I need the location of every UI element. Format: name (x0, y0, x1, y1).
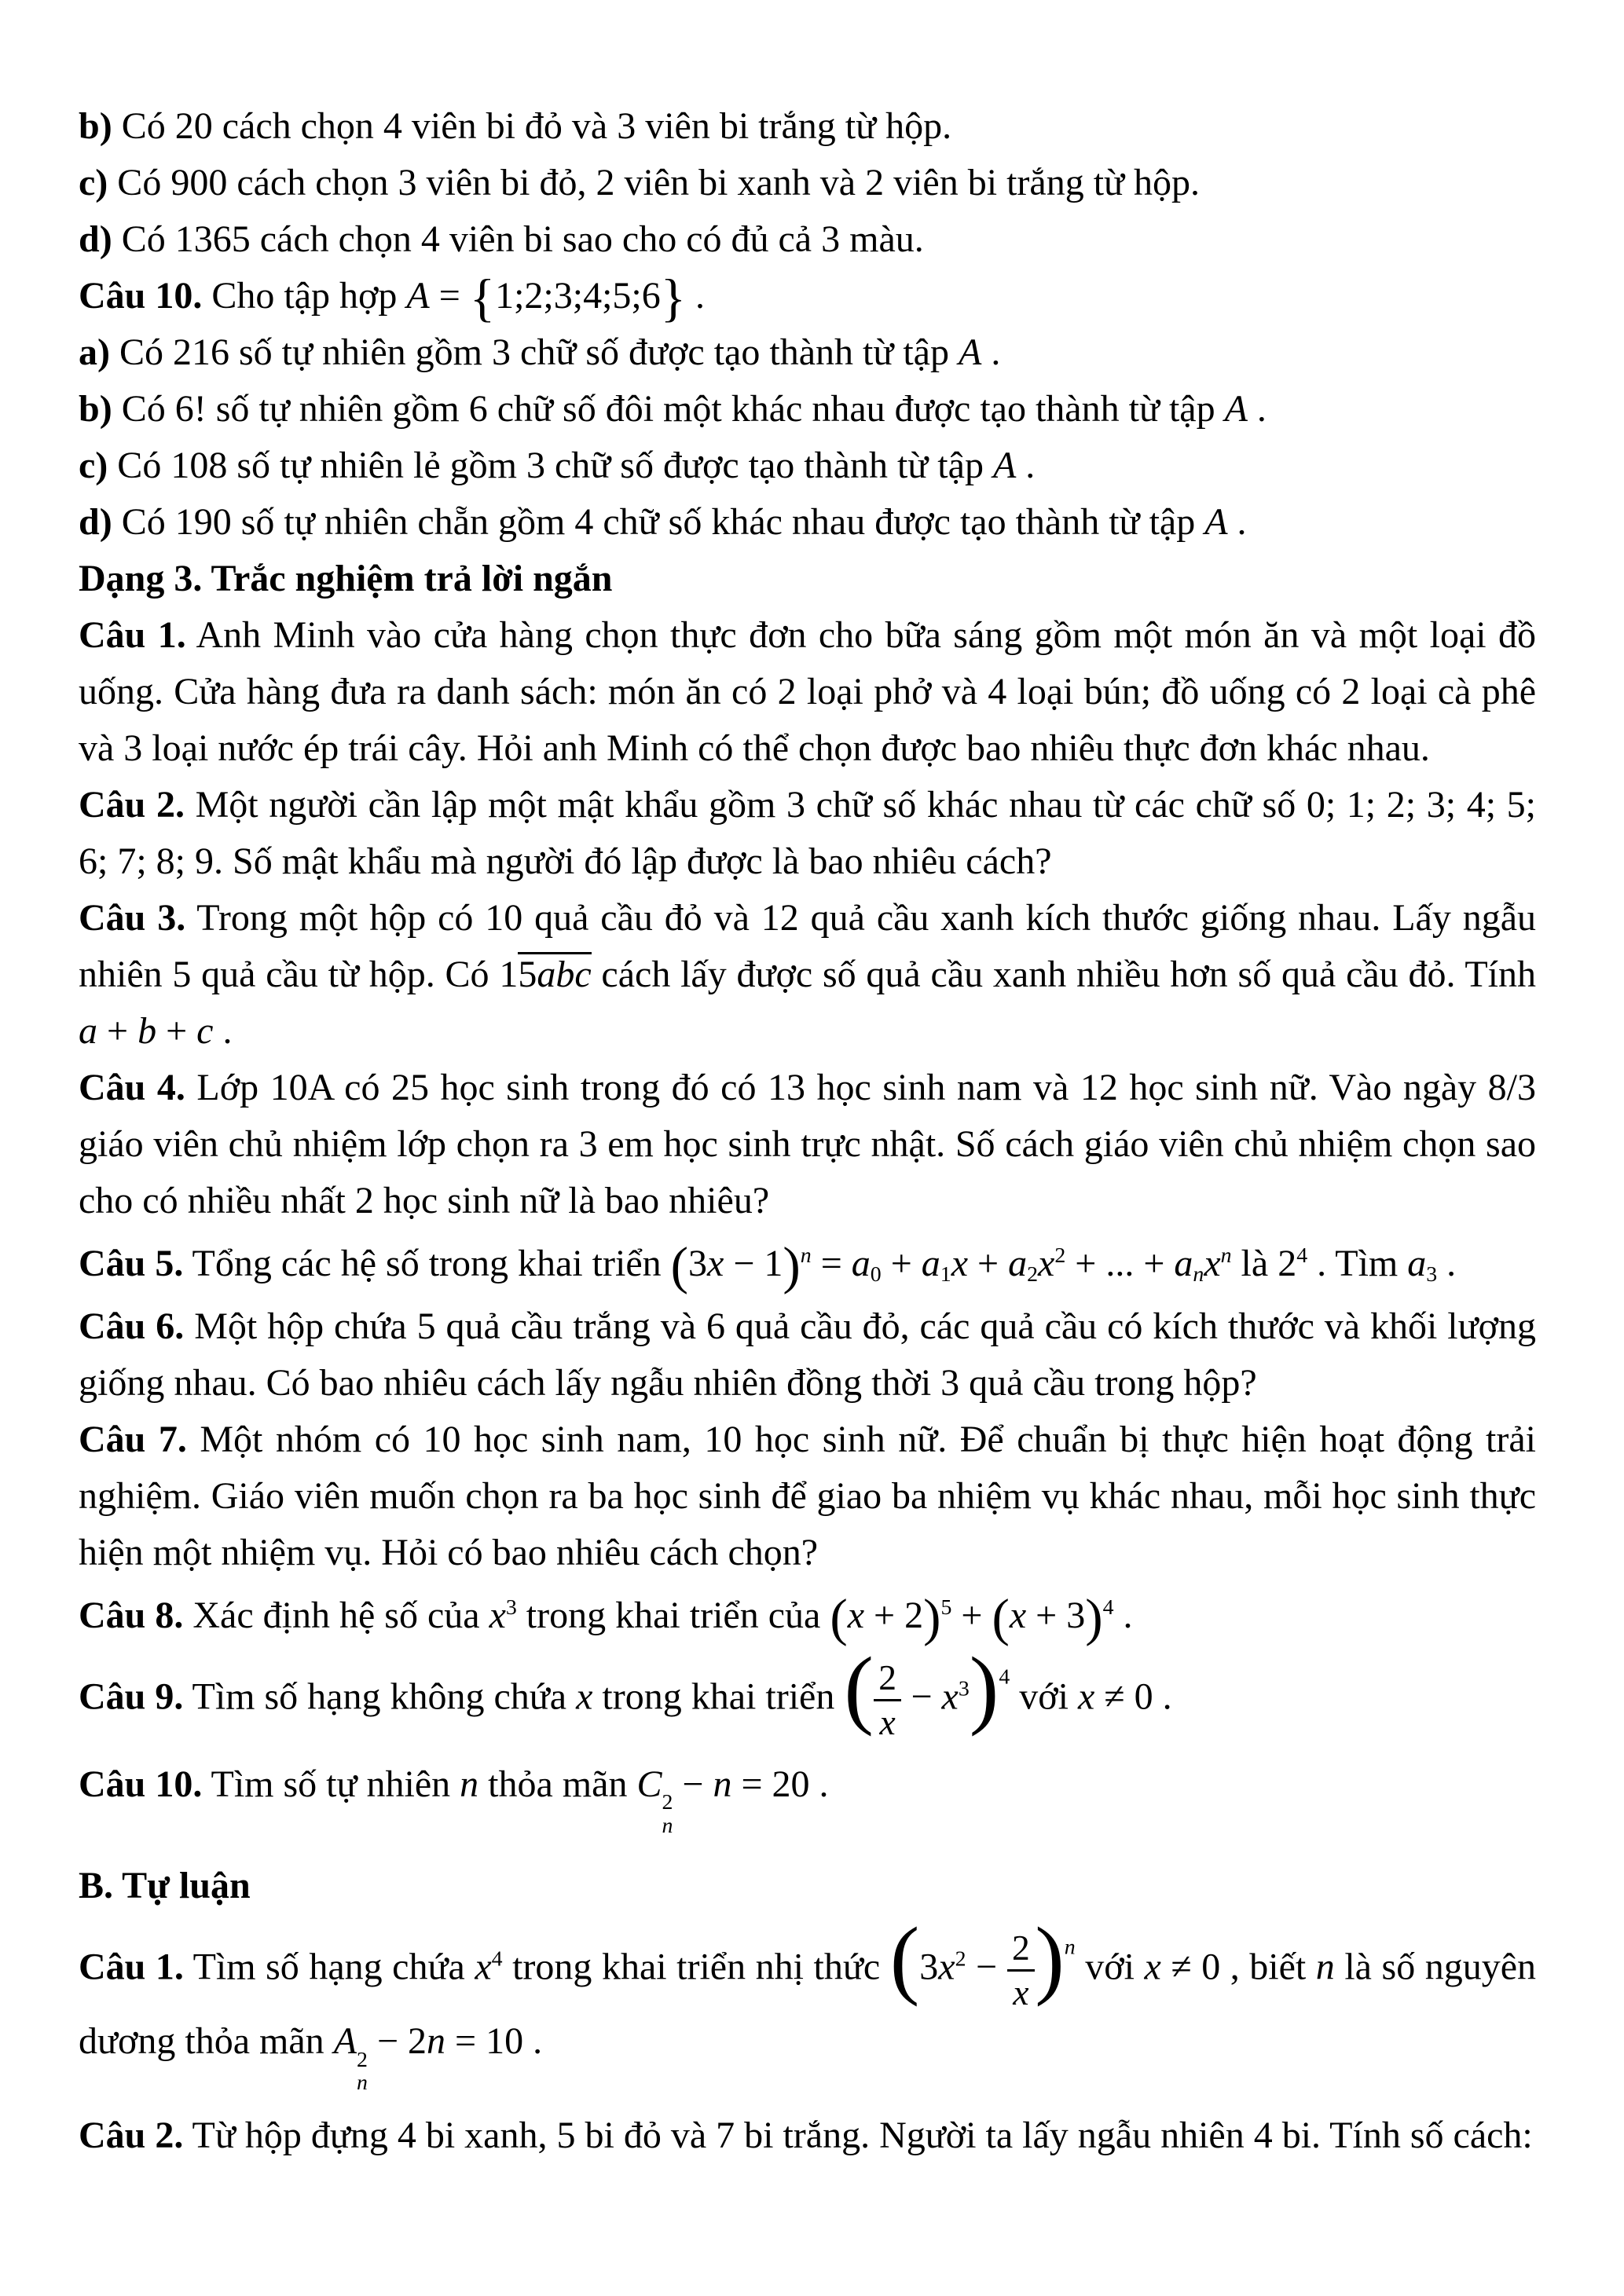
stacked-sub-sup (662, 1791, 673, 1836)
math-variable: A (1204, 501, 1228, 543)
text-run: 2 (1012, 1927, 1030, 1968)
text-run: Có 6! số tự nhiên gồm 6 chữ số đôi một khác nhau được tạo thành từ tập (112, 388, 1225, 430)
text-run: = (811, 1243, 852, 1284)
text-run: Tìm số hạng chứa (183, 1946, 475, 1988)
text-run: Một nhóm có 10 học sinh nam, 10 học sinh nữ. Để chuẩn bị thực hiện hoạt động trải nghiệm. Giáo viên muốn chọn ra ba học sinh để giao ba nhiệm vụ khác nhau, mỗi học sinh thực hiện một nhiệm vụ. Hỏi có bao nhiêu cách chọn? (79, 1419, 1537, 1573)
text-run: . Tìm (1307, 1243, 1408, 1284)
tn-cau-7 (79, 1412, 1536, 1581)
text-run: . (1113, 1595, 1133, 1636)
tl-cau-2 (79, 2107, 1536, 2164)
math-variable: n (800, 1243, 812, 1268)
parenthesis: ( (844, 1639, 874, 1738)
tn-cau-3 (79, 890, 1536, 1060)
math-variable: A (958, 331, 982, 373)
bold-run: Câu 1. (79, 1946, 184, 1988)
superscript (506, 1595, 517, 1620)
bold-run: Câu 9. (79, 1675, 184, 1718)
bold-run: Câu 5. (79, 1243, 184, 1284)
text-run: Tìm số tự nhiên (202, 1763, 460, 1805)
text-run: 5 (518, 954, 537, 995)
text-run: = (429, 275, 470, 317)
text-run: + (968, 1243, 1009, 1284)
text-run: 3 (1426, 1262, 1438, 1287)
text-run: + (97, 1010, 138, 1052)
superscript (492, 1946, 503, 1971)
bold-run: c) (79, 445, 108, 486)
bold-run: Câu 1. (79, 614, 186, 656)
tn-cau-8 (79, 1587, 1536, 1647)
text-run: 3 (958, 1676, 970, 1701)
bold-run: d) (79, 501, 112, 543)
text-run: + 3 (1026, 1595, 1086, 1636)
superscript (1103, 1595, 1114, 1620)
parenthesis: ( (889, 1909, 920, 2008)
cau-10-a (79, 324, 1536, 381)
math-variable: n (662, 1813, 673, 1838)
parenthesis: } (660, 268, 686, 328)
bold-run: Câu 8. (79, 1595, 184, 1636)
math-variable: x (576, 1675, 593, 1718)
math-variable: n (357, 2071, 368, 2096)
bold-run: b) (79, 388, 112, 430)
text-run: . (686, 275, 705, 317)
text-run: Có 190 số tự nhiên chẵn gồm 4 chữ số khác nhau được tạo thành từ tập (112, 501, 1205, 543)
math-variable: x (475, 1946, 492, 1988)
text-run: 2 (878, 1657, 897, 1697)
bold-run: Câu 7. (79, 1419, 187, 1460)
text-run: − (966, 1946, 1007, 1988)
tn-cau-10 (79, 1756, 1536, 1837)
math-variable: A (992, 445, 1017, 486)
math-variable: x (1013, 1972, 1029, 2012)
bold-run: Câu 6. (79, 1305, 185, 1347)
parenthesis: ) (923, 1587, 941, 1647)
subscript (1193, 1262, 1204, 1287)
text-run: 2 (662, 1790, 673, 1815)
bold-run: Dạng 3. Trắc nghiệm trả lời ngắn (79, 558, 613, 599)
parenthesis: { (469, 268, 496, 328)
overline-group (518, 952, 591, 995)
subscript (871, 1262, 882, 1287)
fraction-denominator (874, 1701, 900, 1744)
tn-cau-1 (79, 607, 1536, 777)
text-run: Từ hộp đựng 4 bi xanh, 5 bi đỏ và 7 bi trắng. Người ta lấy ngẫu nhiên 4 bi. Tính số cách: (183, 2114, 1533, 2156)
text-run: 4 (1102, 1595, 1114, 1620)
math-variable: n (427, 2020, 446, 2063)
text-run: cách lấy được số quả cầu xanh nhiều hơn số quả cầu đỏ. Tính (591, 954, 1537, 995)
text-run: . (1227, 501, 1247, 543)
math-variable: n (1220, 1243, 1232, 1268)
text-run: . (1247, 388, 1267, 430)
superscript (1296, 1243, 1307, 1268)
bold-run: Câu 2. (79, 2114, 184, 2156)
text-run: thỏa mãn (478, 1763, 637, 1805)
document-body (79, 98, 1536, 2164)
stack-sup (662, 1791, 673, 1814)
text-run: Xác định hệ số của (183, 1595, 489, 1636)
stacked-sub-sup (357, 2049, 368, 2094)
text-run: + 2 (864, 1595, 924, 1636)
text-run: = 10 . (445, 2020, 543, 2063)
text-run: 1;2;3;4;5;6 (495, 275, 661, 317)
math-variable: x (1077, 1675, 1095, 1718)
text-run: trong khai triển (592, 1675, 845, 1718)
bold-run: Câu 10. (79, 1763, 203, 1805)
fraction-denominator (1008, 1972, 1034, 2014)
text-run: Tìm số hạng không chứa (183, 1675, 577, 1718)
math-variable: a (1407, 1243, 1427, 1284)
text-run: 2 (1054, 1243, 1066, 1268)
parenthesis: ) (783, 1236, 801, 1295)
text-run: Có 20 cách chọn 4 viên bi đỏ và 3 viên bi trắng từ hộp. (112, 105, 952, 147)
text-run: là số nguyên dương thỏa mãn (79, 1946, 1537, 2063)
subscript (940, 1262, 951, 1287)
tu-luan-heading (79, 1858, 1536, 1914)
math-variable: a (1008, 1243, 1028, 1284)
parenthesis: ( (670, 1236, 689, 1295)
math-variable: b (137, 1010, 157, 1052)
text-run: Trong một hộp có 10 quả cầu đỏ và 12 quả cầu xanh kích thước giống nhau. Lấy ngẫu nhiên 5 quả cầu từ hộp. Có 1 (79, 897, 1537, 995)
superscript (955, 1946, 966, 1971)
math-variable: a (851, 1243, 871, 1284)
text-run: = 20 . (731, 1763, 829, 1805)
bold-run: Câu 10. (79, 275, 203, 317)
math-variable: a (921, 1243, 940, 1284)
item-b (79, 98, 1536, 155)
bold-run: Câu 2. (79, 784, 185, 826)
tn-cau-6 (79, 1298, 1536, 1412)
text-run: . (1016, 445, 1036, 486)
parenthesis: ( (992, 1587, 1010, 1647)
text-run: 5 (940, 1595, 952, 1620)
dang-3-heading (79, 551, 1536, 607)
parenthesis: ) (1085, 1587, 1103, 1647)
superscript (959, 1676, 970, 1701)
fraction (1007, 1927, 1036, 2014)
text-run: 4 (491, 1946, 503, 1972)
stack-sub (357, 2071, 368, 2094)
text-run: − (901, 1675, 942, 1718)
parenthesis: ) (1035, 1909, 1065, 2008)
text-run: 2 (1027, 1262, 1039, 1287)
text-run: 3 (919, 1946, 939, 1988)
paren-exponent (1065, 1935, 1076, 1959)
text-run: 4 (999, 1664, 1010, 1690)
bold-run: c) (79, 162, 108, 203)
cau-10-b (79, 381, 1536, 438)
subscript (1426, 1262, 1437, 1287)
tl-cau-1 (79, 1909, 1537, 2096)
math-variable: A (406, 275, 430, 317)
text-run: . (213, 1010, 233, 1052)
bold-run: Câu 3. (79, 897, 186, 939)
text-run: là 2 (1231, 1243, 1297, 1284)
math-variable: x (938, 1946, 955, 1988)
text-run: Có 1365 cách chọn 4 viên bi sao cho có đủ cả 3 màu. (112, 218, 924, 260)
text-run: 2 (357, 2048, 368, 2073)
math-variable: C (636, 1763, 662, 1805)
text-run: ≠ 0 , biết (1160, 1946, 1316, 1988)
text-run: 3 (688, 1243, 708, 1284)
superscript (1054, 1243, 1065, 1268)
parenthesis: ) (969, 1639, 999, 1738)
text-run: với (1010, 1675, 1078, 1718)
tn-cau-5 (79, 1236, 1536, 1295)
text-run: + (951, 1595, 992, 1636)
text-run: 3 (505, 1595, 517, 1620)
math-variable: x (1038, 1243, 1055, 1284)
tn-cau-2 (79, 777, 1536, 890)
text-run: Có 108 số tự nhiên lẻ gồm 3 chữ số được tạo thành từ tập (108, 445, 993, 486)
math-variable: a (1174, 1243, 1193, 1284)
math-variable: n (1064, 1935, 1076, 1960)
text-run: Một người cần lập một mật khẩu gồm 3 chữ số khác nhau từ các chữ số 0; 1; 2; 3; 4; 5; 6; 7; 8; 9. Số mật khẩu mà người đó lập được là bao nhiêu cách? (79, 784, 1537, 882)
text-run: Một hộp chứa 5 quả cầu trắng và 6 quả cầu đỏ, các quả cầu có kích thước và khối lượng giống nhau. Có bao nhiêu cách lấy ngẫu nhiên đồng thời 3 quả cầu trong hộp? (79, 1305, 1537, 1404)
math-variable: x (707, 1243, 724, 1284)
text-run: Lớp 10A có 25 học sinh trong đó có 13 học sinh nam và 12 học sinh nữ. Vào ngày 8/3 giáo viên chủ nhiệm lớp chọn ra 3 em học sinh trực nhật. Số cách giáo viên chủ nhiệm chọn sao cho có nhiều nhất 2 học sinh nữ là bao nhiêu? (79, 1067, 1537, 1221)
math-variable: x (1009, 1595, 1027, 1636)
text-run: trong khai triển của (516, 1595, 830, 1636)
math-variable: x (1204, 1243, 1221, 1284)
math-variable: n (1315, 1946, 1335, 1988)
text-run: − (673, 1763, 713, 1805)
subscript (1027, 1262, 1038, 1287)
math-variable: A (333, 2020, 357, 2063)
math-variable: x (1144, 1946, 1161, 1988)
text-run: Cho tập hợp (202, 275, 407, 317)
text-run: + ... + (1065, 1243, 1175, 1284)
paren-exponent (999, 1664, 1010, 1689)
bold-run: a) (79, 331, 110, 373)
fraction-numerator (874, 1657, 902, 1701)
text-run: − 1 (724, 1243, 783, 1284)
text-run: 1 (940, 1262, 951, 1287)
bold-run: Câu 4. (79, 1067, 185, 1108)
superscript (940, 1595, 951, 1620)
bold-run: B. Tự luận (79, 1864, 251, 1906)
math-variable: x (941, 1675, 959, 1718)
cau-10-d (79, 494, 1536, 551)
item-c (79, 155, 1536, 211)
text-run: Có 900 cách chọn 3 viên bi đỏ, 2 viên bi xanh và 2 viên bi trắng từ hộp. (108, 162, 1201, 203)
text-run: + (156, 1010, 197, 1052)
text-run: . (981, 331, 1001, 373)
math-variable: n (1193, 1262, 1204, 1287)
text-run: Có 216 số tự nhiên gồm 3 chữ số được tạo thành từ tập (109, 331, 959, 373)
fraction-numerator (1007, 1927, 1036, 1972)
text-run: 2 (955, 1946, 966, 1972)
superscript (1221, 1243, 1232, 1268)
text-run: 4 (1296, 1243, 1308, 1268)
text-run: Tổng các hệ số trong khai triển (183, 1243, 671, 1284)
math-variable: x (489, 1595, 506, 1636)
text-run: 0 (870, 1262, 882, 1287)
superscript (801, 1243, 812, 1268)
text-run: với (1075, 1946, 1145, 1988)
math-variable: x (879, 1701, 896, 1742)
math-variable: n (460, 1763, 479, 1805)
math-variable: x (847, 1595, 865, 1636)
cau-10-tf (79, 268, 1536, 328)
bold-run: d) (79, 218, 112, 260)
text-run: trong khai triển nhị thức (502, 1946, 890, 1988)
math-variable: a (79, 1010, 97, 1052)
item-d (79, 211, 1536, 268)
parenthesis: ( (830, 1587, 848, 1647)
text-run: . (1437, 1243, 1457, 1284)
tn-cau-4 (79, 1060, 1536, 1229)
math-variable: x (951, 1243, 969, 1284)
fraction (874, 1657, 902, 1744)
text-run: − 2 (367, 2020, 427, 2063)
stack-sup (357, 2049, 368, 2071)
text-run: ≠ 0 . (1094, 1675, 1172, 1718)
math-variable: c (196, 1010, 214, 1052)
text-run: Anh Minh vào cửa hàng chọn thực đơn cho bữa sáng gồm một món ăn và một loại đồ uống. Cửa hàng đưa ra danh sách: món ăn có 2 loại phở và 4 loại bún; đồ uống có 2 loại cà phê và 3 loại nước ép trái cây. Hỏi anh Minh có thể chọn được bao nhiêu thực đơn khác nhau. (79, 614, 1536, 769)
cau-10-c (79, 438, 1536, 494)
math-variable: A (1224, 388, 1248, 430)
math-variable: n (713, 1763, 732, 1805)
stack-sub (662, 1814, 673, 1837)
bold-run: b) (79, 105, 112, 147)
math-variable: abc (537, 954, 592, 995)
tn-cau-9 (79, 1639, 1536, 1744)
text-run: + (881, 1243, 922, 1284)
